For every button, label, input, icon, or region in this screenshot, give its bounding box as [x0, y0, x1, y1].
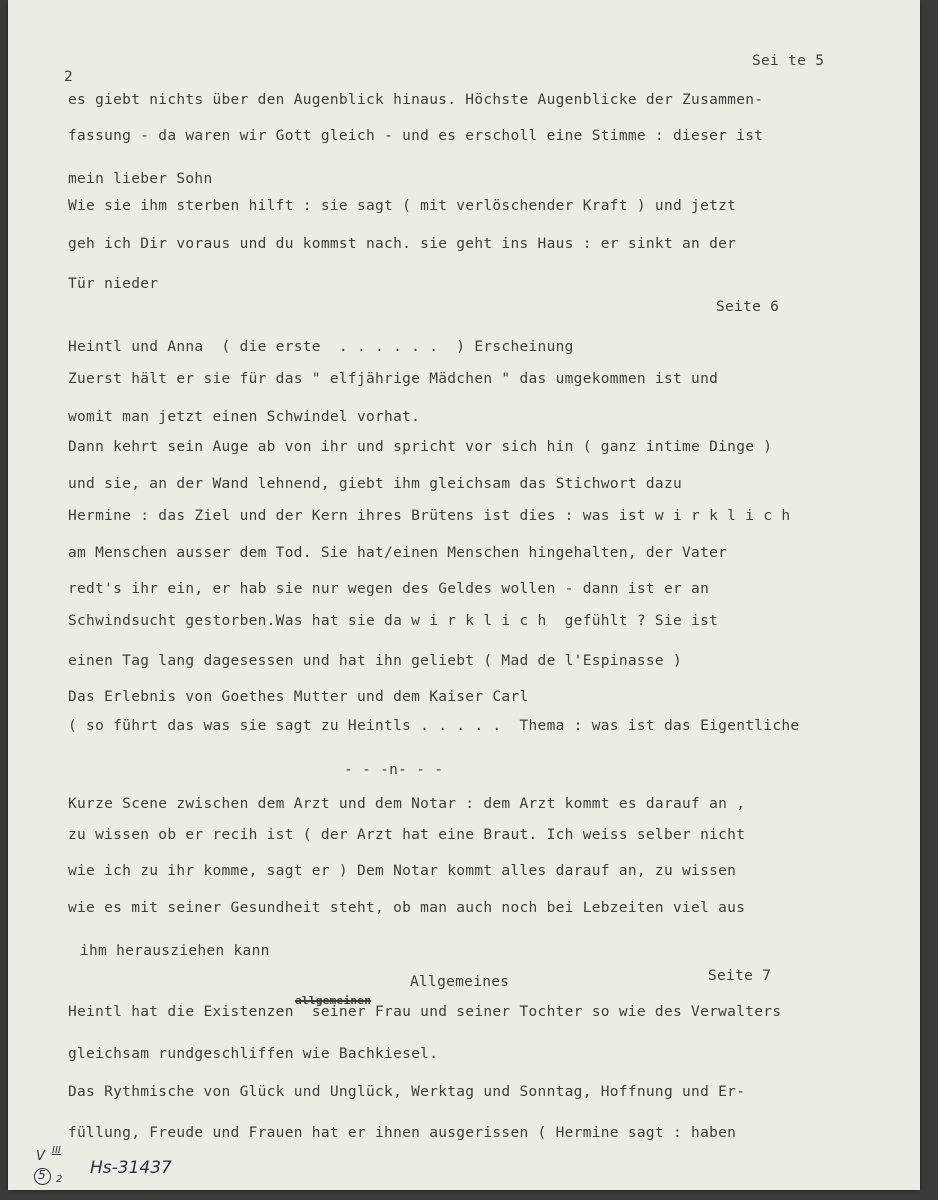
text-line: Hermine : das Ziel und der Kern ihres Brütens ist dies : was ist w i r k l i c h: [68, 508, 791, 524]
text-line: mein lieber Sohn: [68, 171, 213, 187]
text-line: Dann kehrt sein Auge ab von ihr und spricht vor sich hin ( ganz intime Dinge ): [68, 439, 773, 455]
text-line: Das Rythmische von Glück und Unglück, Werktag und Sonntag, Hoffnung und Er-: [68, 1084, 746, 1100]
text-line: und sie, an der Wand lehnend, giebt ihm gleichsam das Stichwort dazu: [68, 476, 683, 492]
section-separator: - - -n- - -: [344, 762, 444, 778]
section-title: Allgemeines: [410, 974, 510, 990]
text-line: geh ich Dir voraus und du kommst nach. sie geht ins Haus : er sinkt an der: [68, 236, 737, 252]
text-line: Schwindsucht gestorben.Was hat sie da w i r k l i c h gefühlt ? Sie ist: [68, 613, 719, 629]
text-line: Zuerst hält er sie für das " elfjährige Mädchen " das umgekommen ist und: [68, 371, 719, 387]
text-line: einen Tag lang dagesessen und hat ihn geliebt ( Mad de l'Espinasse ): [68, 653, 683, 669]
text-line: Wie sie ihm sterben hilft : sie sagt ( mit verlöschender Kraft ) und jetzt: [68, 198, 737, 214]
text-line: es giebt nichts über den Augenblick hinaus. Höchste Augenblicke der Zusammen-: [68, 92, 764, 108]
archive-mark-top: V: [36, 1149, 45, 1164]
text-line: fassung - da waren wir Gott gleich - und es erscholl eine Stimme : dieser ist: [68, 128, 764, 144]
section-header: Seite 7: [708, 968, 772, 984]
page-header: Sei te 5: [752, 53, 825, 69]
text-line: Das Erlebnis von Goethes Mutter und dem Kaiser Carl: [68, 689, 529, 705]
text-line: Heintl und Anna ( die erste . . . . . . ) Erscheinung: [68, 339, 574, 355]
archive-mark-subscript: 2: [56, 1174, 63, 1185]
archive-mark-roman: III: [52, 1145, 61, 1156]
text-line: am Menschen ausser dem Tod. Sie hat/einen Menschen hingehalten, der Vater: [68, 545, 728, 561]
text-line: wie ich zu ihr komme, sagt er ) Dem Notar kommt alles darauf an, zu wissen: [68, 863, 737, 879]
text-line: gleichsam rundgeschliffen wie Bachkiesel.: [68, 1046, 439, 1062]
section-header: Seite 6: [716, 299, 780, 315]
page-number: 2: [64, 69, 74, 85]
text-line: womit man jetzt einen Schwindel vorhat.: [68, 409, 421, 425]
text-line: Kurze Scene zwischen dem Arzt und dem Notar : dem Arzt kommt es darauf an ,: [68, 796, 746, 812]
text-line: wie es mit seiner Gesundheit steht, ob man auch noch bei Lebzeiten viel aus: [68, 900, 746, 916]
text-line: Heintl hat die Existenzen seiner Frau und seiner Tochter so wie des Verwalters: [68, 1004, 782, 1020]
text-line: zu wissen ob er recih ist ( der Arzt hat eine Braut. Ich weiss selber nicht: [68, 827, 746, 843]
document-page: [8, 0, 920, 1190]
text-line: redt's ihr ein, er hab sie nur wegen des Geldes wollen - dann ist er an: [68, 581, 710, 597]
text-line: füllung, Freude und Frauen hat er ihnen ausgerissen ( Hermine sagt : haben: [68, 1125, 737, 1141]
text-line: ihm herausziehen kann: [80, 943, 270, 959]
struck-out-word: allgemeinen: [295, 994, 372, 1007]
archive-mark-circle-number: 5: [38, 1168, 46, 1182]
text-line: ( so führt das was sie sagt zu Heintls . . . . . Thema : was ist das Eigentliche: [68, 718, 800, 734]
archive-mark: [30, 1145, 90, 1190]
text-line: Tür nieder: [68, 276, 159, 292]
archive-signature: Hs-31437: [90, 1158, 172, 1178]
